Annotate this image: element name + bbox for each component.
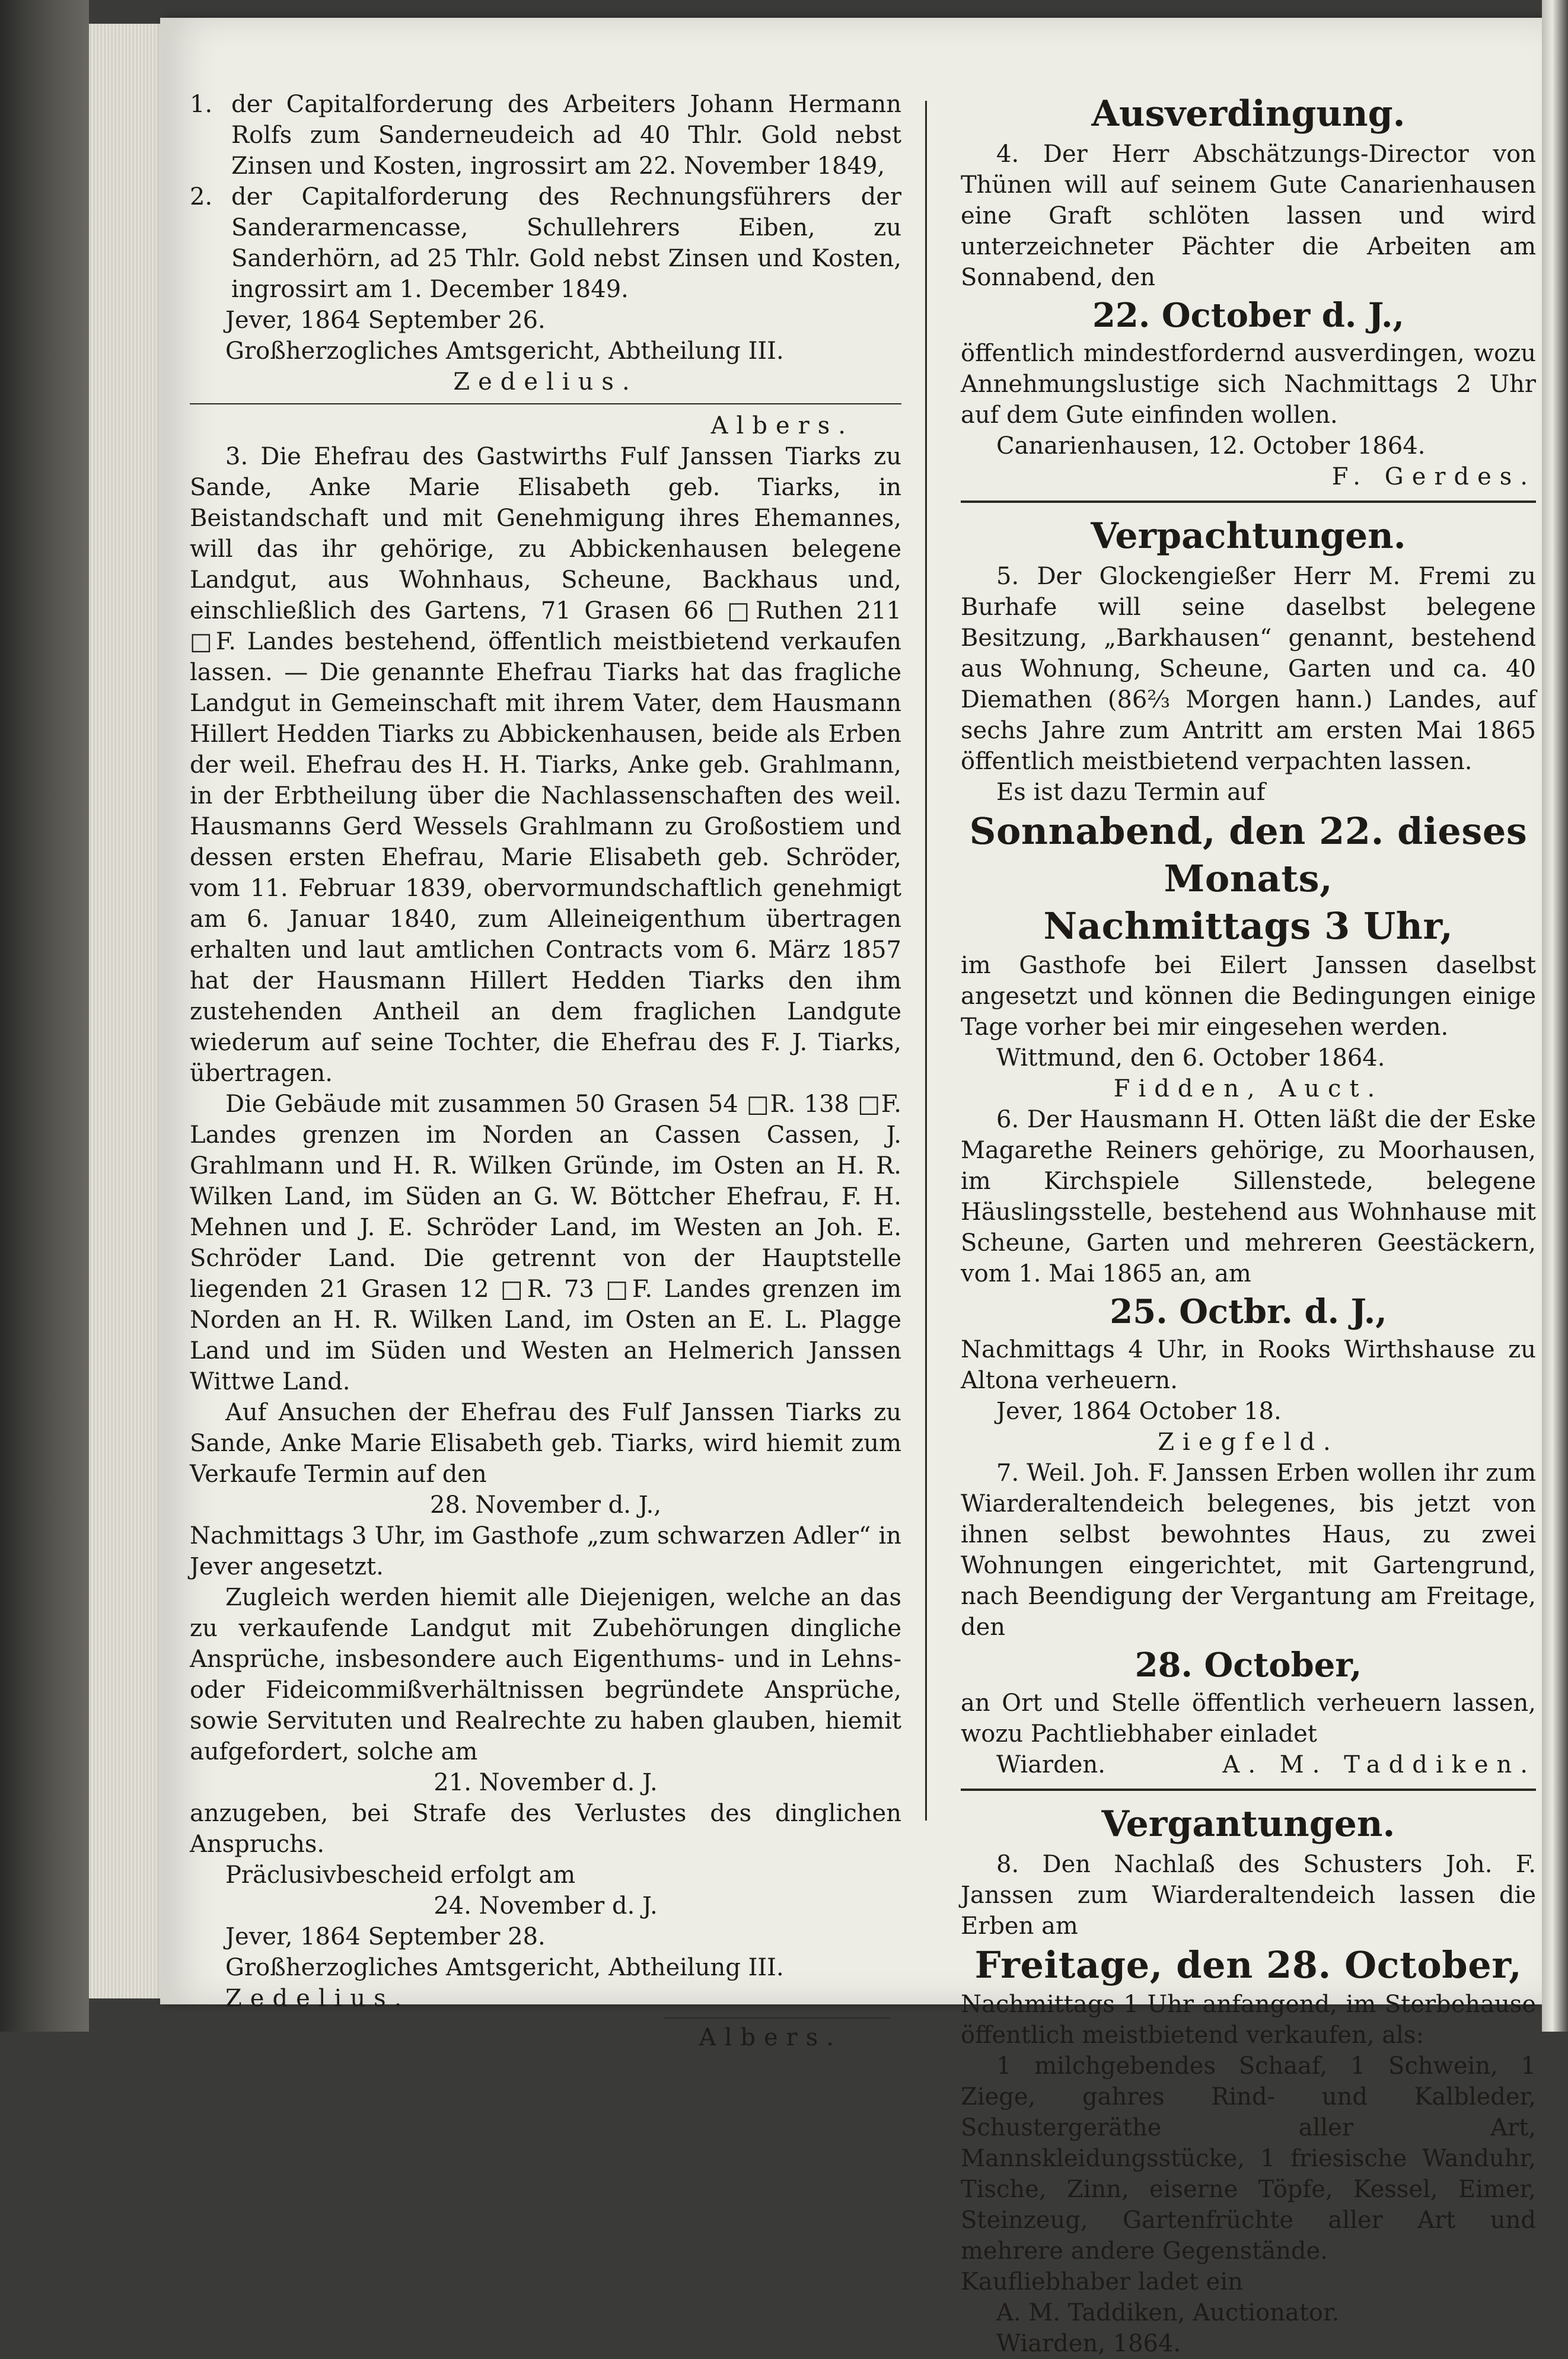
notice-date: Jever, 1864 September 26. — [225, 307, 546, 334]
notice-8-text-cont: Nachmittags 1 Uhr anfangend, im Sterbehause öffentlich meistbietend verkaufen, als: — [961, 1991, 1536, 2049]
signature: A. M. Taddiken. — [1222, 1751, 1536, 1778]
signature: Zedelius. — [453, 368, 638, 396]
left-column — [190, 89, 901, 2053]
next-page-edge — [1542, 0, 1568, 2032]
notice-6-place: Jever, 1864 October 18. — [996, 1398, 1282, 1425]
notice-5-term: Es ist dazu Termin auf — [996, 779, 1266, 806]
divider — [664, 2017, 890, 2019]
notice-8-invite: Kaufliebhaber ladet ein — [961, 2268, 1243, 2296]
notice-7-text: 7. Weil. Joh. F. Janssen Erben wollen ihr zum Wiarderaltendeich belegenes, bis jetzt von ihnen selbst bewohntes Haus, zu zwei Wohnungen eingerichtet, mit Gartengrund, nach Beendigung der Vergantung am Freitage, den — [961, 1459, 1536, 1641]
notice-5-text-cont: im Gasthofe bei Eilert Janssen daselbst angesetzt und können die Bedingungen einige Tage vorher bei mir eingesehen werden. — [961, 952, 1536, 1041]
signature: F. Gerdes. — [1331, 463, 1536, 490]
section-divider — [961, 501, 1536, 503]
court-name: Großherzogliches Amtsgericht, Abtheilung III. — [225, 1954, 784, 1981]
notice-7-date: 28. October, — [1134, 1646, 1362, 1685]
notice-8-place: Wiarden, 1864. — [996, 2330, 1181, 2357]
notice-3-boundaries: Die Gebäude mit zusammen 50 Grasen 54 □R. 138 □F. Landes grenzen im Norden an Cassen Cassen, J. Grahlmann und H. R. Wilken Gründe, im Osten an H. R. Wilken Land, im Süden an G. W. Böttcher Ehefrau, F. H. Mehnen und J. E. Schröder Land, im Westen an Joh. E. Schröder Land. Die getrennt von der Hauptstelle liegenden 21 Grasen 12 □R. 73 □F. Landes grenzen im Norden an H. R. Wilken Land, im Osten an E. L. Plagge Land und im Süden und Westen an Helmerich Janssen Wittwe Land. — [190, 1091, 901, 1395]
notice-5-text: 5. Der Glockengießer Herr M. Fremi zu Burhafe will seine daselbst belegene Besitzung, „Barkhausen“ genannt, bestehend aus Wohnung, Scheune, Garten und ca. 40 Diemathen (86⅔ Morgen hann.) Landes, auf sechs Jahre zum Antritt am ersten Mai 1865 öffentlich meistbietend verpachten lassen. — [961, 563, 1536, 775]
notice-8-items: 1 milchgebendes Schaaf, 1 Schwein, 1 Ziege, gahres Rind- und Kalbleder, Schustergeräthe aller Art, Mannskleidungsstücke, 1 friesische Wanduhr, Tische, Zinn, eiserne Töpfe, Kessel, Eimer, Steinzeug, Gartenfrüchte aller Art und mehrere andere Gegenstände. — [961, 2052, 1536, 2265]
preclusion-date: 24. November d. J. — [434, 1892, 658, 1920]
column-divider — [925, 101, 927, 1821]
notice-7-footer — [961, 1749, 1536, 1780]
right-column — [961, 89, 1536, 2359]
list-item: 2. der Capitalforderung des Rechnungsführers der Sanderarmencasse, Schullehrers Eiben, zu Sanderhörn, ad 25 Thlr. Gold nebst Zinsen und Kosten, ingrossirt am 1. December 1849. — [190, 181, 901, 305]
signature: Zedelius. — [225, 1985, 410, 2012]
notice-4-date: 22. October d. J., — [1092, 296, 1405, 335]
signature: Fidden, Auct. — [1113, 1075, 1384, 1102]
notice-date: Jever, 1864 September 28. — [225, 1923, 546, 1950]
page-edges — [89, 24, 166, 1998]
notice-8-date: Freitage, den 28. October, — [974, 1943, 1522, 1987]
notice-8-text: 8. Den Nachlaß des Schusters Joh. F. Janssen zum Wiarderaltendeich lassen die Erben am — [961, 1851, 1536, 1940]
notice-6-text: 6. Der Hausmann H. Otten läßt die der Eske Magarethe Reiners gehörige, zu Moorhausen, im Kirchspiele Sillenstede, belegene Häuslingsstelle, bestehend aus Wohnhause mit Scheune, Garten und mehreren Geestäckern, vom 1. Mai 1865 an, am — [961, 1106, 1536, 1287]
notice-3-text: 3. Die Ehefrau des Gastwirths Fulf Janssen Tiarks zu Sande, Anke Marie Elisabeth geb. Tiarks, in Beistandschaft und mit Genehmigung ihres Ehemannes, will das ihr gehörige, zu Abbickenhausen belegene Landgut, aus Wohnhaus, Scheune, Backhaus und, einschließlich des Gartens, 71 Grasen 66 □Ruthen 211 □F. Landes bestehend, öffentlich meistbietend verkaufen lassen. — Die genannte Ehefrau Tiarks hat das fragliche Landgut in Gemeinschaft mit ihrem Vater, dem Hausmann Hillert Hedden Tiarks zu Abbickenhausen, beide als Erben der weil. Ehefrau des H. H. Tiarks, Anke geb. Grahlmann, in der Erbtheilung über die Nachlassenschaften des weil. Hausmanns Gerd Wessels Grahlmann zu Großostiem und dessen ersten Ehefrau, Marie Elisabeth geb. Schröder, vom 11. Februar 1839, obervormundschaftlich genehmigt am 6. Januar 1840, zum Alleineigenthum übertragen erhalten und laut amtlichen Contracts vom 6. März 1857 hat der Hausmann Hillert Hedden Tiarks den ihm zustehenden Antheil an dem fraglichen Landgute wiederum auf seine Tochter, die Ehefrau des F. J. Tiarks, übertragen. — [190, 443, 901, 1087]
notice-5-time: Nachmittags 3 Uhr, — [1043, 904, 1454, 948]
claim-2-text: der Capitalforderung des Rechnungsführers der Sanderarmencasse, Schullehrers Eiben, zu Sanderhörn, ad 25 Thlr. Gold nebst Zinsen und Kosten, ingrossirt am 1. December 1849. — [231, 183, 901, 303]
notice-3-request: Auf Ansuchen der Ehefrau des Fulf Janssen Tiarks zu Sande, Anke Marie Elisabeth geb. Tiarks, wird hiemit zum Verkaufe Termin auf den — [190, 1399, 901, 1488]
signature: Ziegfeld. — [1158, 1429, 1339, 1456]
signature: Albers. — [710, 412, 854, 439]
claims-penalty: anzugeben, bei Strafe des Verlustes des dinglichen Anspruchs. — [190, 1800, 901, 1858]
claim-1-text: der Capitalforderung des Arbeiters Johann Hermann Rolfs zum Sanderneudeich ad 40 Thlr. Gold nebst Zinsen und Kosten, ingrossirt am 22. November 1849, — [231, 91, 901, 180]
list-item: 1. der Capitalforderung des Arbeiters Johann Hermann Rolfs zum Sanderneudeich ad 40 Thlr. Gold nebst Zinsen und Kosten, ingrossirt am 22. November 1849, — [190, 89, 901, 181]
signature: Albers. — [699, 2024, 842, 2051]
auction-time-place: Nachmittags 3 Uhr, im Gasthofe „zum schwarzen Adler“ in Jever angesetzt. — [190, 1522, 901, 1580]
signature: A. M. Taddiken, Auctionator. — [996, 2299, 1340, 2326]
section-divider — [961, 1789, 1536, 1791]
notice-7-place: Wiarden. — [996, 1751, 1105, 1778]
auction-date: 28. November d. J., — [429, 1491, 662, 1519]
notice-6-date: 25. Octbr. d. J., — [1110, 1292, 1387, 1331]
notice-4-text: 4. Der Herr Abschätzungs-Director von Thünen will auf seinem Gute Canarienhausen eine Graft schlöten lassen und wird unterzeichneter Pächter die Arbeiten am Sonnabend, den — [961, 141, 1536, 291]
notice-5-place: Wittmund, den 6. October 1864. — [996, 1044, 1385, 1072]
section-heading-verpachtungen: Verpachtungen. — [1091, 515, 1406, 557]
notice-4-place: Canarienhausen, 12. October 1864. — [996, 432, 1426, 460]
section-heading-vergantungen: Vergantungen. — [1101, 1803, 1395, 1845]
notice-7-text-cont: an Ort und Stelle öffentlich verheuern lassen, wozu Pachtliebhaber einladet — [961, 1689, 1536, 1748]
notice-5-date: Sonnabend, den 22. dieses Monats, — [969, 809, 1528, 900]
divider — [190, 403, 901, 404]
section-heading-ausverdingung: Ausverdingung. — [1091, 93, 1406, 135]
book-cover-edge — [0, 0, 89, 2032]
claims-call: Zugleich werden hiemit alle Diejenigen, welche an das zu verkaufende Landgut mit Zubehörungen dingliche Ansprüche, insbesondere auch Eigenthums- und in Lehns- oder Fideicommißverhältnissen begründete Ansprüche, sowie Servituten und Realrechte zu haben glauben, hiemit aufgefordert, solche am — [190, 1584, 901, 1765]
claims-date: 21. November d. J. — [434, 1769, 658, 1796]
notice-6-text-cont: Nachmittags 4 Uhr, in Rooks Wirthshause zu Altona verheuern. — [961, 1336, 1536, 1394]
preclusion-note: Präclusivbescheid erfolgt am — [225, 1861, 576, 1889]
court-name: Großherzogliches Amtsgericht, Abtheilung III. — [225, 337, 784, 365]
notice-4-text-cont: öffentlich mindestfordernd ausverdingen, wozu Annehmungslustige sich Nachmittags 2 Uhr auf dem Gute einfinden wollen. — [961, 340, 1536, 429]
